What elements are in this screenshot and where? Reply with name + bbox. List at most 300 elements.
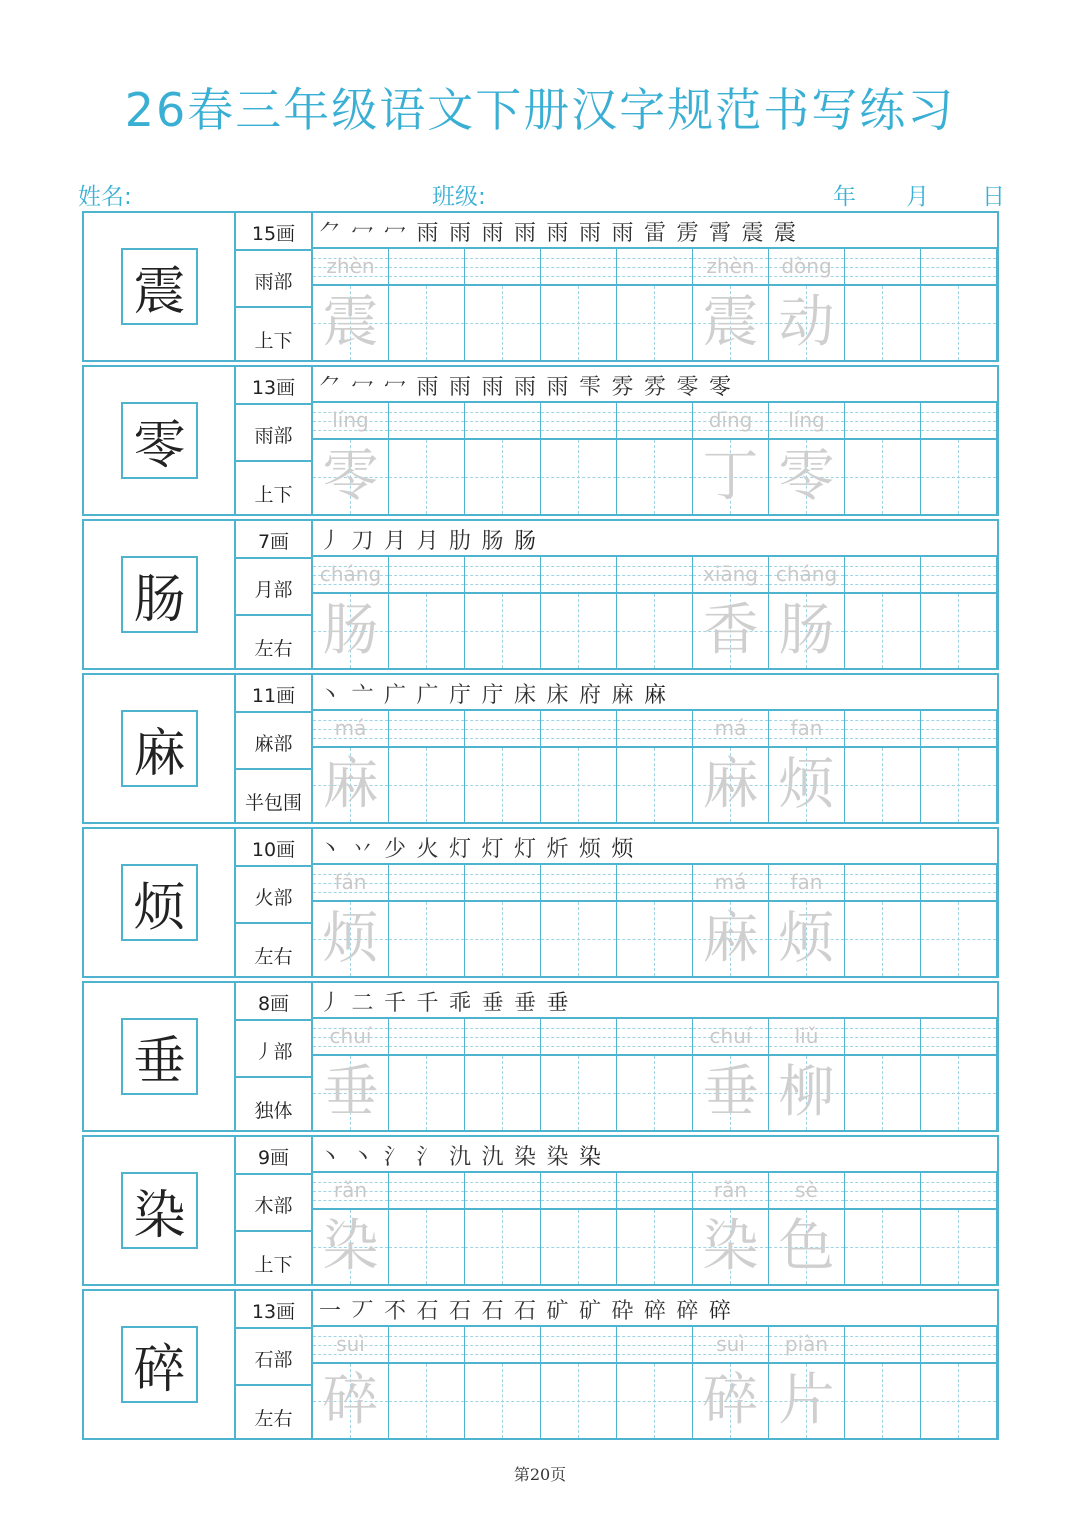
stroke-step: 雳 bbox=[676, 221, 699, 246]
radical: 丿部 bbox=[254, 1041, 293, 1063]
stroke-order bbox=[313, 213, 997, 249]
day-label: 日 bbox=[982, 184, 1005, 210]
hanzi-box bbox=[541, 1364, 616, 1438]
hanzi-box bbox=[313, 1364, 388, 1438]
pinyin-box bbox=[465, 711, 540, 748]
hanzi-box bbox=[921, 1210, 996, 1284]
character-panel bbox=[84, 675, 236, 822]
stroke-step: 氵 bbox=[416, 1145, 439, 1170]
trace-character: 垂 bbox=[702, 1060, 759, 1125]
trace-character: 染 bbox=[322, 1214, 379, 1279]
stroke-step: 灯 bbox=[449, 837, 472, 862]
structure: 左右 bbox=[254, 638, 293, 660]
practice-cell[interactable] bbox=[389, 403, 465, 514]
character-meta bbox=[236, 829, 313, 976]
hanzi-box bbox=[693, 1056, 768, 1130]
practice-cell[interactable] bbox=[693, 249, 769, 360]
practice-cell[interactable] bbox=[465, 1019, 541, 1130]
pinyin-box bbox=[693, 1173, 768, 1210]
trace-character: 片 bbox=[778, 1368, 835, 1433]
pinyin-box bbox=[845, 1019, 920, 1056]
stroke-step: 雨 bbox=[481, 375, 504, 400]
practice-cell[interactable] bbox=[541, 865, 617, 976]
pinyin-box bbox=[541, 557, 616, 594]
class-label: 班级: bbox=[432, 184, 486, 210]
pinyin-text: xiāng bbox=[702, 562, 759, 586]
pinyin-box bbox=[313, 557, 388, 594]
trace-character: 香 bbox=[702, 598, 759, 663]
pinyin-box bbox=[617, 557, 692, 594]
practice-cell[interactable] bbox=[313, 1173, 389, 1284]
pinyin-box bbox=[921, 403, 996, 440]
stroke-step: 床 bbox=[546, 683, 569, 708]
pinyin-box bbox=[845, 865, 920, 902]
stroke-step: 石 bbox=[449, 1299, 472, 1324]
practice-cell[interactable] bbox=[693, 711, 769, 822]
practice-cell[interactable] bbox=[541, 249, 617, 360]
stroke-step: 雨 bbox=[514, 375, 537, 400]
model-character: 零 bbox=[133, 416, 186, 476]
hanzi-box bbox=[921, 1056, 996, 1130]
practice-grid bbox=[313, 1327, 999, 1438]
hanzi-box bbox=[769, 1056, 844, 1130]
practice-cell[interactable] bbox=[845, 1173, 921, 1284]
practice-cell[interactable] bbox=[541, 711, 617, 822]
hanzi-box bbox=[769, 902, 844, 976]
practice-cell[interactable] bbox=[769, 403, 845, 514]
pinyin-box bbox=[845, 557, 920, 594]
stroke-step: 冖 bbox=[351, 375, 374, 400]
practice-cell[interactable] bbox=[313, 557, 389, 668]
practice-cell[interactable] bbox=[465, 711, 541, 822]
pinyin-box bbox=[845, 1327, 920, 1364]
stroke-step: 炘 bbox=[546, 837, 569, 862]
hanzi-box bbox=[693, 902, 768, 976]
practice-cell[interactable] bbox=[921, 1327, 997, 1438]
practice-cell[interactable] bbox=[541, 557, 617, 668]
practice-grid bbox=[313, 711, 999, 822]
stroke-step: 雫 bbox=[579, 375, 602, 400]
hanzi-box bbox=[617, 286, 692, 360]
stroke-step: 肠 bbox=[514, 529, 537, 554]
practice-cell[interactable] bbox=[769, 711, 845, 822]
trace-character: 染 bbox=[702, 1214, 759, 1279]
stroke-step: 月 bbox=[384, 529, 407, 554]
pinyin-box bbox=[693, 557, 768, 594]
trace-character: 动 bbox=[778, 290, 835, 355]
practice-cell[interactable] bbox=[921, 557, 997, 668]
hanzi-box bbox=[541, 286, 616, 360]
stroke-step: 灯 bbox=[514, 837, 537, 862]
stroke-step: 麻 bbox=[644, 683, 667, 708]
hanzi-box bbox=[845, 748, 920, 822]
character-meta bbox=[236, 1137, 313, 1284]
practice-grid bbox=[313, 557, 999, 668]
hanzi-box bbox=[465, 594, 540, 668]
pinyin-box bbox=[693, 711, 768, 748]
trace-character: 零 bbox=[778, 444, 835, 509]
hanzi-box bbox=[693, 440, 768, 514]
pinyin-box bbox=[845, 249, 920, 286]
stroke-step: 丶 bbox=[319, 837, 342, 862]
structure: 半包围 bbox=[244, 792, 302, 814]
character-meta bbox=[236, 213, 313, 360]
pinyin-text: chuí bbox=[709, 1024, 752, 1048]
practice-cell[interactable] bbox=[845, 711, 921, 822]
practice-cell[interactable] bbox=[617, 557, 693, 668]
hanzi-box bbox=[617, 902, 692, 976]
stroke-step: 石 bbox=[481, 1299, 504, 1324]
practice-cell[interactable] bbox=[313, 711, 389, 822]
trace-character: 麻 bbox=[702, 906, 759, 971]
pinyin-box bbox=[465, 1327, 540, 1364]
pinyin-box bbox=[541, 1019, 616, 1056]
stroke-step: 碎 bbox=[676, 1299, 699, 1324]
practice-cell[interactable] bbox=[313, 249, 389, 360]
stroke-step: 丶 bbox=[319, 1145, 342, 1170]
practice-cell[interactable] bbox=[389, 557, 465, 668]
model-character-box bbox=[121, 1172, 198, 1249]
stroke-step: ⺈ bbox=[319, 375, 342, 400]
trace-character: 柳 bbox=[778, 1060, 835, 1125]
hanzi-box bbox=[921, 286, 996, 360]
practice-cell[interactable] bbox=[389, 865, 465, 976]
pinyin-box bbox=[389, 711, 464, 748]
pinyin-box bbox=[617, 1327, 692, 1364]
practice-cell[interactable] bbox=[465, 865, 541, 976]
stroke-step: 烦 bbox=[611, 837, 634, 862]
practice-cell[interactable] bbox=[313, 865, 389, 976]
practice-cell[interactable] bbox=[845, 403, 921, 514]
stroke-step: 火 bbox=[416, 837, 439, 862]
stroke-step: 丆 bbox=[351, 1299, 374, 1324]
hanzi-box bbox=[845, 1056, 920, 1130]
trace-character: 麻 bbox=[322, 752, 379, 817]
hanzi-box bbox=[693, 1210, 768, 1284]
practice-cell[interactable] bbox=[845, 1019, 921, 1130]
hanzi-box bbox=[313, 440, 388, 514]
practice-cell[interactable] bbox=[313, 403, 389, 514]
practice-cell[interactable] bbox=[769, 1019, 845, 1130]
pinyin-box bbox=[465, 1019, 540, 1056]
stroke-step: 丿 bbox=[319, 991, 342, 1016]
stroke-step: 雨 bbox=[514, 221, 537, 246]
pinyin-text: má bbox=[714, 716, 747, 740]
stroke-step: 麻 bbox=[611, 683, 634, 708]
structure: 左右 bbox=[254, 1408, 293, 1430]
practice-cell[interactable] bbox=[389, 1173, 465, 1284]
structure: 上下 bbox=[254, 484, 293, 506]
hanzi-box bbox=[541, 594, 616, 668]
practice-cell[interactable] bbox=[389, 249, 465, 360]
pinyin-box bbox=[769, 249, 844, 286]
stroke-step: 雨 bbox=[546, 375, 569, 400]
stroke-step: 垂 bbox=[546, 991, 569, 1016]
hanzi-box bbox=[769, 1210, 844, 1284]
practice-cell[interactable] bbox=[617, 711, 693, 822]
practice-cell[interactable] bbox=[389, 1019, 465, 1130]
hanzi-box bbox=[389, 1210, 464, 1284]
practice-cell[interactable] bbox=[845, 865, 921, 976]
practice-cell[interactable] bbox=[617, 865, 693, 976]
structure: 上下 bbox=[254, 1254, 293, 1276]
radical: 石部 bbox=[254, 1349, 293, 1371]
stroke-step: 矿 bbox=[546, 1299, 569, 1324]
hanzi-box bbox=[617, 1210, 692, 1284]
hanzi-box bbox=[389, 748, 464, 822]
hanzi-box bbox=[313, 1210, 388, 1284]
hanzi-box bbox=[389, 594, 464, 668]
structure: 独体 bbox=[254, 1100, 293, 1122]
stroke-count: 15画 bbox=[251, 223, 296, 245]
radical: 雨部 bbox=[254, 425, 293, 447]
stroke-order bbox=[313, 1137, 997, 1173]
model-character: 肠 bbox=[133, 570, 186, 630]
stroke-step: 不 bbox=[384, 1299, 407, 1324]
character-panel bbox=[84, 367, 236, 514]
pinyin-box bbox=[769, 1019, 844, 1056]
pinyin-box bbox=[389, 1019, 464, 1056]
stroke-step: 府 bbox=[579, 683, 602, 708]
character-meta bbox=[236, 675, 313, 822]
practice-cell[interactable] bbox=[921, 865, 997, 976]
character-meta bbox=[236, 521, 313, 668]
hanzi-box bbox=[769, 440, 844, 514]
pinyin-box bbox=[617, 1019, 692, 1056]
pinyin-text: cháng bbox=[319, 562, 382, 586]
stroke-step: 月 bbox=[416, 529, 439, 554]
stroke-count: 9画 bbox=[257, 1147, 290, 1169]
stroke-step: ⺈ bbox=[319, 221, 342, 246]
stroke-step: 广 bbox=[384, 683, 407, 708]
practice-cell[interactable] bbox=[693, 557, 769, 668]
hanzi-box bbox=[389, 1056, 464, 1130]
stroke-count: 11画 bbox=[251, 685, 296, 707]
practice-cell[interactable] bbox=[541, 1019, 617, 1130]
stroke-order bbox=[313, 1291, 997, 1327]
stroke-step: 烦 bbox=[579, 837, 602, 862]
stroke-step: 亠 bbox=[351, 683, 374, 708]
stroke-step: 零 bbox=[676, 375, 699, 400]
pinyin-box bbox=[769, 403, 844, 440]
hanzi-box bbox=[845, 594, 920, 668]
pinyin-text: zhèn bbox=[706, 254, 755, 278]
practice-cell[interactable] bbox=[617, 1327, 693, 1438]
practice-cell[interactable] bbox=[769, 1173, 845, 1284]
radical: 麻部 bbox=[254, 733, 293, 755]
stroke-step: 广 bbox=[416, 683, 439, 708]
pinyin-box bbox=[541, 711, 616, 748]
stroke-count: 13画 bbox=[251, 377, 296, 399]
hanzi-box bbox=[313, 1056, 388, 1130]
pinyin-text: suì bbox=[336, 1332, 365, 1356]
practice-cell[interactable] bbox=[465, 403, 541, 514]
practice-cell[interactable] bbox=[921, 711, 997, 822]
trace-character: 震 bbox=[702, 290, 759, 355]
hanzi-box bbox=[769, 748, 844, 822]
character-panel bbox=[84, 521, 236, 668]
practice-cell[interactable] bbox=[465, 557, 541, 668]
stroke-step: 染 bbox=[546, 1145, 569, 1170]
month-label: 月 bbox=[906, 184, 929, 210]
practice-cell[interactable] bbox=[541, 403, 617, 514]
pinyin-text: chuí bbox=[329, 1024, 372, 1048]
hanzi-box bbox=[921, 902, 996, 976]
practice-cell[interactable] bbox=[693, 1173, 769, 1284]
trace-character: 烦 bbox=[778, 752, 835, 817]
hanzi-box bbox=[465, 902, 540, 976]
stroke-step: 震 bbox=[741, 221, 764, 246]
practice-cell[interactable] bbox=[313, 1327, 389, 1438]
pinyin-box bbox=[693, 249, 768, 286]
pinyin-box bbox=[465, 865, 540, 902]
model-character-box bbox=[121, 248, 198, 325]
character-meta bbox=[236, 1291, 313, 1438]
stroke-step: 肋 bbox=[449, 529, 472, 554]
practice-cell[interactable] bbox=[921, 1019, 997, 1130]
practice-cell[interactable] bbox=[389, 1327, 465, 1438]
stroke-step: 氿 bbox=[449, 1145, 472, 1170]
stroke-step: 氵 bbox=[384, 1145, 407, 1170]
stroke-step: 丷 bbox=[351, 837, 374, 862]
pinyin-box bbox=[313, 865, 388, 902]
practice-cell[interactable] bbox=[389, 711, 465, 822]
trace-character: 垂 bbox=[322, 1060, 379, 1125]
hanzi-box bbox=[389, 1364, 464, 1438]
hanzi-box bbox=[769, 594, 844, 668]
practice-cell[interactable] bbox=[693, 865, 769, 976]
pinyin-text: má bbox=[714, 870, 747, 894]
stroke-step: 床 bbox=[514, 683, 537, 708]
pinyin-box bbox=[921, 557, 996, 594]
pinyin-box bbox=[313, 711, 388, 748]
pinyin-box bbox=[693, 403, 768, 440]
pinyin-box bbox=[617, 1173, 692, 1210]
pinyin-box bbox=[313, 249, 388, 286]
practice-cell[interactable] bbox=[845, 557, 921, 668]
trace-character: 碎 bbox=[322, 1368, 379, 1433]
practice-cell[interactable] bbox=[541, 1327, 617, 1438]
year-label: 年 bbox=[833, 184, 856, 210]
pinyin-box bbox=[313, 1327, 388, 1364]
pinyin-box bbox=[693, 1019, 768, 1056]
pinyin-box bbox=[845, 1173, 920, 1210]
character-panel bbox=[84, 829, 236, 976]
hanzi-box bbox=[541, 440, 616, 514]
practice-cell[interactable] bbox=[769, 249, 845, 360]
model-character-box bbox=[121, 556, 198, 633]
pinyin-box bbox=[465, 1173, 540, 1210]
practice-grid bbox=[313, 249, 999, 360]
practice-cell[interactable] bbox=[693, 1019, 769, 1130]
model-character-box bbox=[121, 864, 198, 941]
stroke-order bbox=[313, 983, 997, 1019]
hanzi-box bbox=[617, 1056, 692, 1130]
practice-cell[interactable] bbox=[617, 249, 693, 360]
pinyin-box bbox=[921, 865, 996, 902]
practice-cell[interactable] bbox=[617, 403, 693, 514]
trace-character: 烦 bbox=[322, 906, 379, 971]
pinyin-box bbox=[313, 403, 388, 440]
character-row bbox=[82, 981, 999, 1132]
stroke-step: 雨 bbox=[416, 375, 439, 400]
pinyin-text: má bbox=[334, 716, 367, 740]
pinyin-text: fan bbox=[790, 870, 823, 894]
radical: 雨部 bbox=[254, 271, 293, 293]
hanzi-box bbox=[693, 1364, 768, 1438]
hanzi-box bbox=[769, 286, 844, 360]
practice-cell[interactable] bbox=[693, 403, 769, 514]
pinyin-text: liǔ bbox=[794, 1024, 819, 1048]
practice-cell[interactable] bbox=[769, 557, 845, 668]
hanzi-box bbox=[693, 594, 768, 668]
practice-cell[interactable] bbox=[845, 1327, 921, 1438]
radical: 火部 bbox=[254, 887, 293, 909]
character-meta bbox=[236, 983, 313, 1130]
pinyin-box bbox=[921, 1327, 996, 1364]
pinyin-text: suì bbox=[716, 1332, 745, 1356]
stroke-step: 千 bbox=[384, 991, 407, 1016]
hanzi-box bbox=[465, 1210, 540, 1284]
stroke-step: 雨 bbox=[449, 221, 472, 246]
hanzi-box bbox=[845, 902, 920, 976]
pinyin-text: zhèn bbox=[326, 254, 375, 278]
stroke-order bbox=[313, 829, 997, 865]
hanzi-box bbox=[693, 286, 768, 360]
stroke-step: 少 bbox=[384, 837, 407, 862]
character-row bbox=[82, 519, 999, 670]
stroke-step: 肠 bbox=[481, 529, 504, 554]
practice-cell[interactable] bbox=[541, 1173, 617, 1284]
pinyin-box bbox=[921, 1173, 996, 1210]
model-character: 碎 bbox=[133, 1340, 186, 1400]
practice-cell[interactable] bbox=[921, 1173, 997, 1284]
character-row bbox=[82, 1289, 999, 1440]
hanzi-box bbox=[541, 1210, 616, 1284]
name-label: 姓名: bbox=[78, 184, 132, 210]
pinyin-box bbox=[465, 557, 540, 594]
practice-cell[interactable] bbox=[693, 1327, 769, 1438]
practice-cell[interactable] bbox=[313, 1019, 389, 1130]
radical: 木部 bbox=[254, 1195, 293, 1217]
practice-cell[interactable] bbox=[617, 1019, 693, 1130]
hanzi-box bbox=[465, 748, 540, 822]
model-character-box bbox=[121, 402, 198, 479]
practice-cell[interactable] bbox=[845, 249, 921, 360]
practice-cell[interactable] bbox=[769, 1327, 845, 1438]
pinyin-box bbox=[921, 1019, 996, 1056]
practice-cell[interactable] bbox=[465, 249, 541, 360]
hanzi-box bbox=[465, 1364, 540, 1438]
stroke-step: 庁 bbox=[449, 683, 472, 708]
practice-cell[interactable] bbox=[465, 1327, 541, 1438]
hanzi-box bbox=[921, 440, 996, 514]
hanzi-box bbox=[541, 1056, 616, 1130]
stroke-step: 雨 bbox=[546, 221, 569, 246]
character-meta bbox=[236, 367, 313, 514]
practice-cell[interactable] bbox=[921, 403, 997, 514]
practice-cell[interactable] bbox=[465, 1173, 541, 1284]
hanzi-box bbox=[845, 440, 920, 514]
practice-cell[interactable] bbox=[769, 865, 845, 976]
practice-cell[interactable] bbox=[921, 249, 997, 360]
stroke-step: 雰 bbox=[644, 375, 667, 400]
stroke-step: 染 bbox=[579, 1145, 602, 1170]
practice-cell[interactable] bbox=[617, 1173, 693, 1284]
hanzi-box bbox=[465, 440, 540, 514]
pinyin-text: sè bbox=[795, 1178, 818, 1202]
model-character-box bbox=[121, 710, 198, 787]
